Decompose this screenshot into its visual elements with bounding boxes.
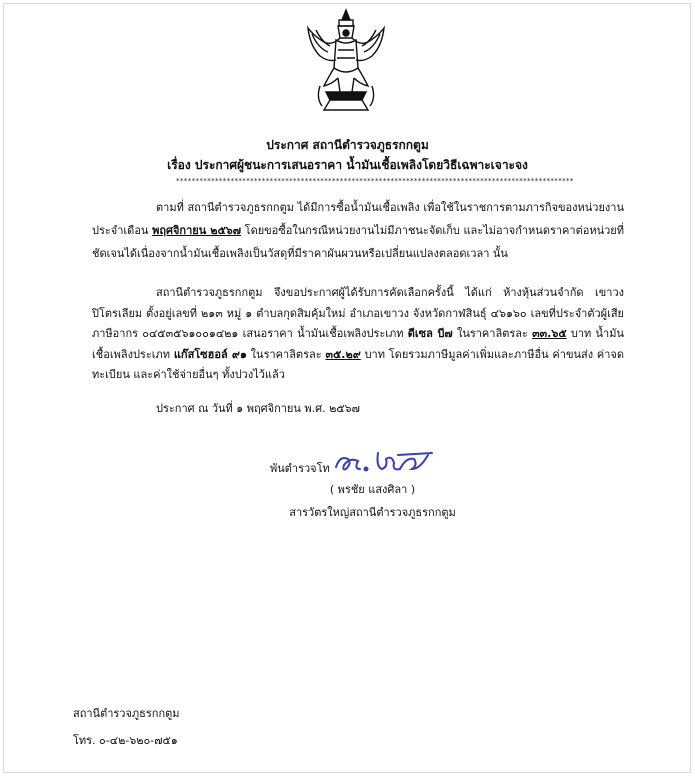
p2-text-a: สถานีตำรวจภูธรกกตูม จึงขอประกาศผู้ได้รับการคัดเลือกครั้งนี้ ได้แก่ ห้างหุ้นส่วนจำกัด เขาวงปิโตรเลียม ตั้งอยู่เลขที่ ๒๑๓ หมู่ ๑ ตำบลกุดสิมคุ้มใหม่ อำเภอเขาวง จังหวัดกาฬสินธุ์ ๔๖๑๖๐ เลขที่ประจำตัวผู้เสียภาษีอากร ๐๔๕๓๕๖๑๐๐๑๔๒๑ เสนอราคา น้ำมันเชื้อเพลิงประเภท (92, 286, 624, 340)
p2-price-1: ๓๓.๖๕ (532, 327, 567, 340)
p1-text-b: โดยขอซื้อในกรณีหน่วยงานไม่มีภาชนะจัดเก็บ และไม่อาจกำหนดราคาต่อหน่วยที่ชัดเจนได้เนื่องจากน้ำมันเชื้อเพลิงเป็นวัสดุที่มีราคาผันผวนหรือเปลี่ยนแปลงตลอดเวลา นั้น (92, 224, 624, 260)
signer-name: ( พรชัย แสงศิลา ) (329, 483, 416, 496)
announcement-title: ประกาศ สถานีตำรวจภูธรกกตูม (266, 138, 429, 152)
p2-fuel-2: แก๊สโซฮอล์ ๙๑ (173, 347, 247, 361)
footer-phone: โทร. ๐-๔๒-๖๒๐-๗๕๑ (73, 734, 178, 747)
separator-line: ****************************************************************************************************** (176, 177, 574, 185)
garuda-emblem-icon (302, 6, 390, 116)
paragraph-1 (92, 196, 624, 265)
p1-text-a: ตามที่ สถานีตำรวจภูธรกกตูม ได้มีการซื้อน้ำมันเชื้อเพลิง เพื่อใช้ในราชการตามภารกิจของหน่วยงาน ประจำเดือน (92, 201, 624, 237)
page-frame (3, 3, 691, 773)
handwritten-signature-icon (332, 447, 440, 477)
p2-text-e: บาท โดยรวมภาษีมูลค่าเพิ่มและภาษีอื่น ค่าขนส่ง ค่าจดทะเบียน และค่าใช้จ่ายอื่นๆ ทั้งปวงไว้แล้ว (92, 347, 624, 381)
paragraph-2 (92, 283, 624, 386)
signer-rank: พันตำรวจโท (270, 462, 330, 475)
announcement-subject: เรื่อง ประกาศผู้ชนะการเสนอราคา น้ำมันเชื้อเพลิงโดยวิธีเฉพาะเจาะจง (167, 158, 528, 172)
footer-office: สถานีตำรวจภูธรกกตูม (73, 707, 180, 720)
announcement-date: ประกาศ ณ วันที่ ๑ พฤศจิกายน พ.ศ. ๒๕๖๗ (156, 402, 360, 415)
p2-fuel-1: ดีเซล บี๗ (407, 327, 453, 340)
p2-text-d: ในราคาลิตรละ (246, 347, 326, 361)
signer-position: สารวัตรใหญ่สถานีตำรวจภูธรกกตูม (289, 506, 456, 519)
p2-text-b: ในราคาลิตรละ (452, 327, 533, 340)
p2-price-2: ๓๕.๒๙ (325, 347, 361, 361)
p1-month: พฤศจิกายน ๒๕๖๗ (152, 224, 242, 237)
p2-text-c: บาท น้ำมันเชื้อเพลิงประเภท (92, 327, 624, 361)
